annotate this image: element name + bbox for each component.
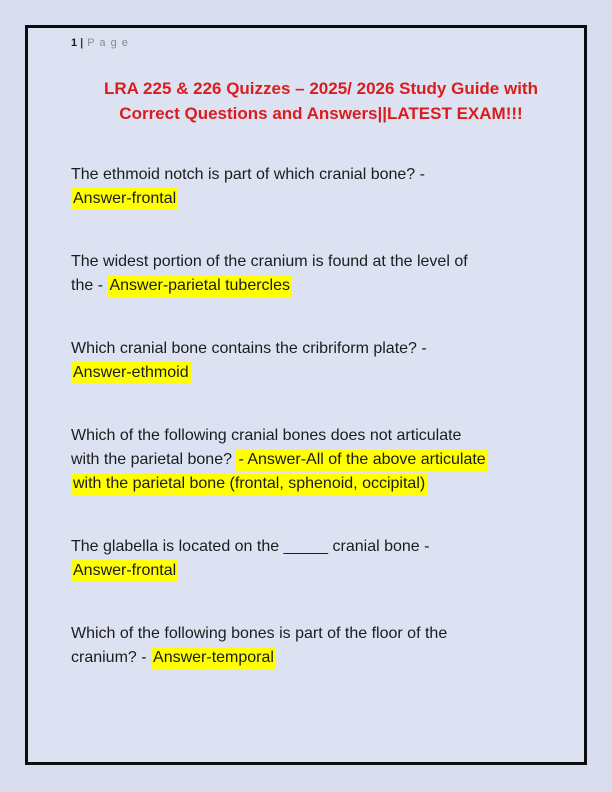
highlighted-answer-text: - Answer-All of the above articulate <box>236 449 487 471</box>
page-content <box>71 36 571 670</box>
qa-item <box>71 535 571 583</box>
qa-line <box>71 535 571 559</box>
qa-line <box>71 472 571 496</box>
document-title-line-1: LRA 225 & 226 Quizzes – 2025/ 2026 Study Guide with <box>104 79 538 98</box>
question-text: The ethmoid notch is part of which cranial bone? - <box>71 166 425 183</box>
qa-item <box>71 250 571 298</box>
highlighted-answer-text: Answer-parietal tubercles <box>107 275 292 297</box>
qa-line <box>71 559 571 583</box>
qa-line <box>71 163 571 187</box>
highlighted-answer-text: Answer-frontal <box>71 560 178 582</box>
qa-line <box>71 337 571 361</box>
highlighted-answer-text: Answer-ethmoid <box>71 362 191 384</box>
qa-item <box>71 424 571 496</box>
page-header-separator: | <box>80 37 84 49</box>
question-text: the - <box>71 277 108 294</box>
document-page <box>25 25 587 765</box>
document-title-line-2: Correct Questions and Answers||LATEST EXAM!!! <box>119 104 523 123</box>
highlighted-answer-text: with the parietal bone (frontal, sphenoid, occipital) <box>71 473 427 495</box>
question-text: with the parietal bone? <box>71 451 237 468</box>
page-header-label: P a g e <box>87 37 129 49</box>
qa-line <box>71 622 571 646</box>
question-text: cranium? - <box>71 649 152 666</box>
highlighted-answer-text: Answer-temporal <box>151 647 276 669</box>
qa-line <box>71 187 571 211</box>
qa-item <box>71 163 571 211</box>
qa-item <box>71 622 571 670</box>
qa-line <box>71 274 571 298</box>
qa-line <box>71 361 571 385</box>
qa-item <box>71 337 571 385</box>
qa-list <box>71 163 571 670</box>
question-text: The widest portion of the cranium is found at the level of <box>71 253 468 270</box>
qa-line <box>71 250 571 274</box>
qa-line <box>71 424 571 448</box>
question-text: Which of the following cranial bones does not articulate <box>71 427 462 444</box>
page-number: 1 <box>71 37 78 49</box>
page-header <box>71 36 571 50</box>
qa-line <box>71 448 571 472</box>
question-text: Which of the following bones is part of the floor of the <box>71 625 448 642</box>
question-text: Which cranial bone contains the cribriform plate? - <box>71 340 427 357</box>
qa-line <box>71 646 571 670</box>
highlighted-answer-text: Answer-frontal <box>71 188 178 210</box>
document-title <box>71 76 571 126</box>
question-text: The glabella is located on the _____ cranial bone - <box>71 538 430 555</box>
